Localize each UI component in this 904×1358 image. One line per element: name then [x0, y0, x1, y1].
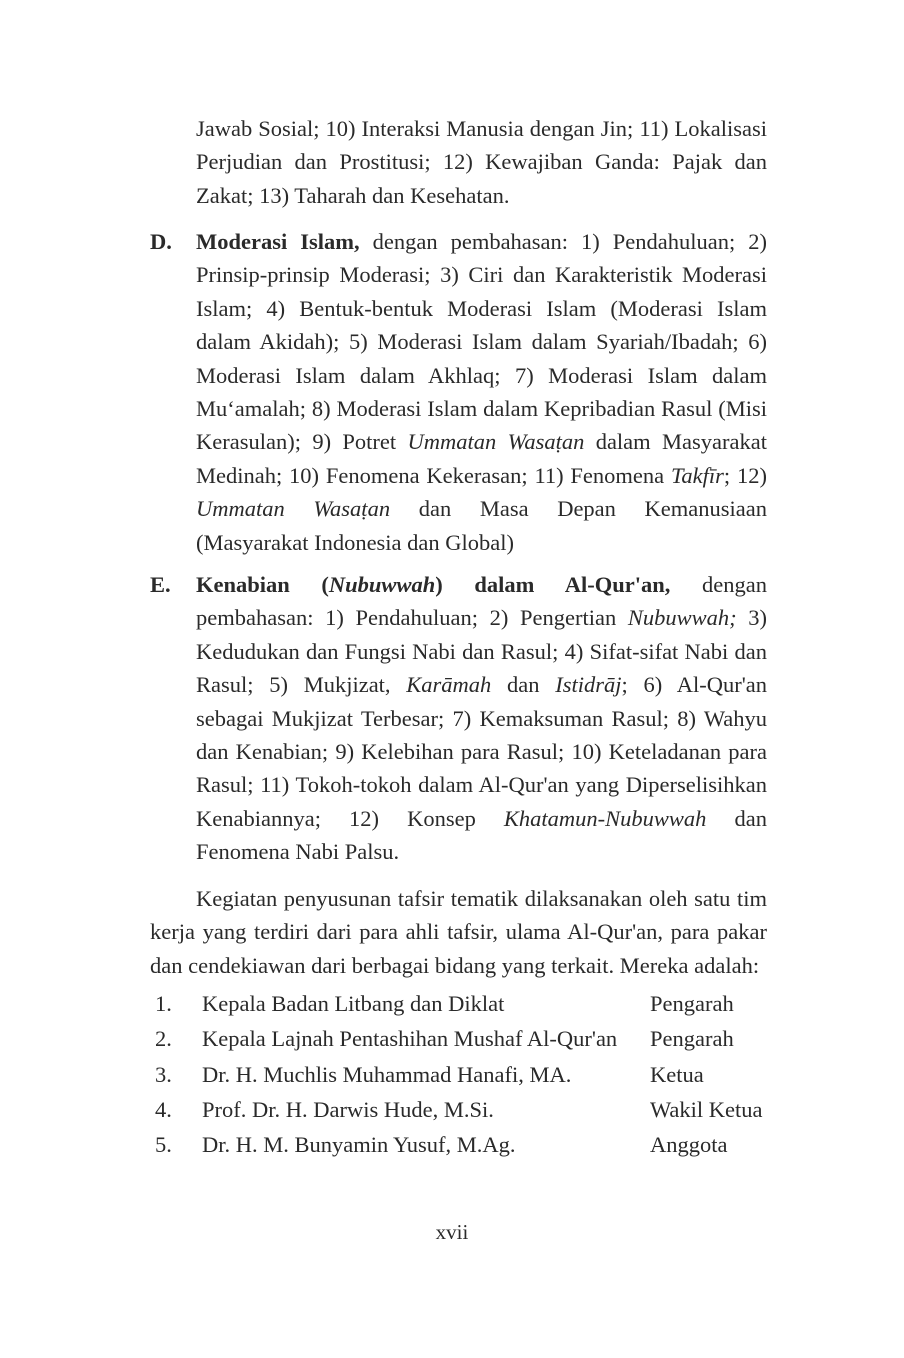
section-d-paragraph — [196, 225, 767, 559]
team-role: Pengarah — [650, 1026, 734, 1052]
team-name: Dr. H. M. Bunyamin Yusuf, M.Ag. — [202, 1132, 516, 1158]
section-e-text-4: ; 6) Al-Qur'an sebagai Mukjizat Terbesar; 7) Kemaksuman Rasul; 8) Wahyu dan Kenabian; 9) Kelebihan para Rasul; 10) Keteladanan para Rasul; 11) Tokoh-tokoh dalam Al-Qur'an yang Diperselisihkan Kenabiannya; 12) Konsep — [196, 672, 767, 831]
section-e-paragraph — [196, 568, 767, 869]
continuation-paragraph — [196, 112, 767, 212]
section-d-italic-2: Takfīr — [670, 462, 724, 488]
section-d-text-3: ; 12) — [723, 462, 767, 488]
team-role: Wakil Ketua — [650, 1096, 763, 1122]
team-number: 4. — [155, 1096, 172, 1122]
section-d-letter: D. — [150, 229, 172, 254]
team-role: Ketua — [650, 1061, 704, 1087]
team-name: Prof. Dr. H. Darwis Hude, M.Si. — [202, 1096, 494, 1122]
section-e-italic-3: Istidrāj — [555, 672, 622, 698]
team-row — [150, 1058, 790, 1093]
team-row — [150, 1128, 790, 1163]
section-e-title-a: Kenabian ( — [196, 572, 329, 597]
intro-text: Kegiatan penyusunan tafsir tematik dilaksanakan oleh satu tim kerja yang terdiri dari para ahli tafsir, ulama Al-Qur'an, para pakar dan cendekiawan dari berbagai bidang yang terkait. Mereka adalah: — [150, 886, 767, 978]
team-role: Pengarah — [650, 991, 734, 1016]
team-number: 3. — [155, 1061, 172, 1087]
section-d-title: Moderasi Islam, — [196, 229, 360, 254]
section-e-title — [196, 572, 670, 597]
section-e-text-2: 3) Kedudukan dan Fungsi Nabi dan Rasul; 4) Sifat-sifat Nabi dan Rasul; 5) Mukjizat, — [196, 605, 767, 698]
section-e-text-3: dan — [491, 672, 556, 698]
team-name: Dr. H. Muchlis Muhammad Hanafi, MA. — [202, 1061, 572, 1087]
section-e-text-5: dan Fenomena Nabi Palsu. — [196, 805, 767, 865]
team-number: 1. — [155, 991, 172, 1016]
team-name: Kepala Badan Litbang dan Diklat — [202, 991, 505, 1016]
section-e-italic-2: Karāmah — [406, 672, 492, 698]
team-row — [150, 1022, 790, 1057]
team-row — [150, 987, 790, 1022]
section-e-italic-1: Nubuwwah; — [627, 605, 737, 631]
section-e-title-italic: Nubuwwah — [328, 572, 436, 597]
intro-paragraph — [150, 882, 767, 982]
section-d-text-2: dalam Masyarakat Medinah; 10) Fenomena Kekerasan; 11) Fenomena — [196, 429, 767, 488]
section-e-letter: E. — [150, 572, 171, 597]
section-e-italic-4: Khatamun-Nubuwwah — [503, 805, 707, 831]
section-d-text-4: dan Masa Depan Kemanusiaan (Masyarakat Indonesia dan Global) — [196, 496, 768, 555]
section-d-text-1: dengan pembahasan: 1) Pendahuluan; 2) Prinsip-prinsip Moderasi; 3) Ciri dan Karakteristik Moderasi Islam; 4) Bentuk-bentuk Moderasi Islam (Moderasi Islam dalam Akidah); 5) Moderasi Islam dalam Syariah/Ibadah; 6) Moderasi Islam dalam Akhlaq; 7) Moderasi Islam dalam Mu‘amalah; 8) Moderasi Islam dalam Kepribadian Rasul (Misi Kerasulan); 9) Potret — [196, 229, 767, 455]
section-d-italic-1: Ummatan Wasaṭan — [407, 429, 585, 455]
section-e-title-b: ) dalam Al-Qur'an, — [435, 572, 671, 597]
continuation-text: Jawab Sosial; 10) Interaksi Manusia dengan Jin; 11) Lokalisasi Perjudian dan Prostitusi; 12) Kewajiban Ganda: Pajak dan Zakat; 13) Taharah dan Kesehatan. — [196, 116, 767, 208]
team-number: 5. — [155, 1132, 172, 1158]
team-role: Anggota — [650, 1132, 728, 1158]
team-number: 2. — [155, 1026, 172, 1052]
team-list — [150, 987, 790, 1163]
team-name: Kepala Lajnah Pentashihan Mushaf Al-Qur'an — [202, 1026, 618, 1052]
section-d-italic-3: Ummatan Wasaṭan — [196, 496, 391, 522]
team-row — [150, 1093, 790, 1128]
page-number: xvii — [435, 1220, 469, 1244]
section-e-text-1: dengan pembahasan: 1) Pendahuluan; 2) Pengertian — [196, 572, 767, 631]
